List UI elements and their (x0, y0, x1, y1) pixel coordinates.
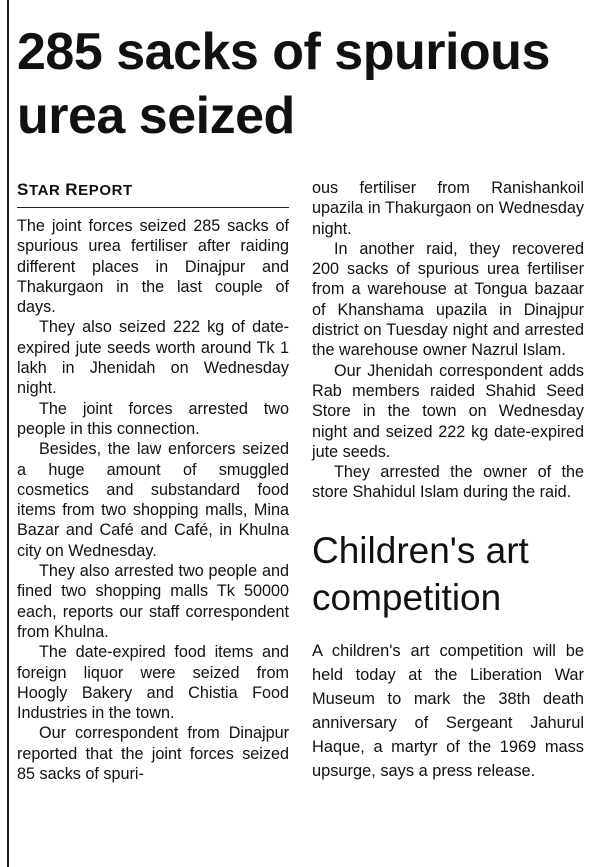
paragraph: They also seized 222 kg of date-expired jute seeds worth around Tk 1 lakh in Jhenidah on Wednesday night. (17, 318, 289, 398)
paragraph: The joint forces seized 285 sacks of spurious urea fertiliser after raiding different places in Dinajpur and Thakurgaon in the last couple of days. (17, 217, 289, 317)
column-rule (7, 0, 9, 867)
paragraph: They arrested the owner of the store Shahidul Islam during the raid. (312, 463, 584, 502)
paragraph: They also arrested two people and fined two shopping malls Tk 50000 each, reports our staff correspondent from Khulna. (17, 562, 289, 641)
article-headline (17, 20, 597, 148)
paragraph: The date-expired food items and foreign liquor were seized from Hoogly Bakery and Chistia Food Industries in the town. (17, 643, 289, 723)
second-article-headline (312, 527, 584, 621)
sub-headline-line-1: Children's art (312, 529, 529, 571)
byline: STAR REPORT (17, 180, 289, 208)
headline-line-2: urea seized (17, 87, 295, 145)
paragraph: A children's art competition will be held today at the Liberation War Museum to mark the 38th death anniversary of Sergeant Jahurul Haque, a martyr of the 1969 mass upsurge, says a press release. (312, 641, 584, 780)
paragraph: Besides, the law enforcers seized a huge amount of smuggled cosmetics and substandard food items from two shopping malls, Mina Bazar and Café and Café, in Khulna city on Wednesday. (17, 440, 289, 560)
article-column-right (312, 178, 584, 783)
second-article-body (312, 639, 584, 783)
paragraph: ous fertiliser from Ranishankoil upazila in Thakurgaon on Wednesday night. (312, 179, 584, 238)
paragraph: In another raid, they recovered 200 sacks of spurious urea fertiliser from a warehouse at Tongua bazaar of Khanshama upazila in Dinajpur district on Tuesday night and arrested the warehouse owner Nazrul Islam. (312, 239, 584, 360)
paragraph: The joint forces arrested two people in this connection. (17, 399, 289, 438)
headline-line-1: 285 sacks of spurious (17, 23, 550, 81)
article-column-left (17, 180, 289, 784)
paragraph: Our Jhenidah correspondent adds Rab members raided Shahid Seed Store in the town on Wednesday night and seized 222 kg date-expired jute seeds. (312, 361, 584, 461)
paragraph: Our correspondent from Dinajpur reported that the joint forces seized 85 sacks of spuri- (17, 724, 289, 784)
sub-headline-line-2: competition (312, 576, 502, 618)
